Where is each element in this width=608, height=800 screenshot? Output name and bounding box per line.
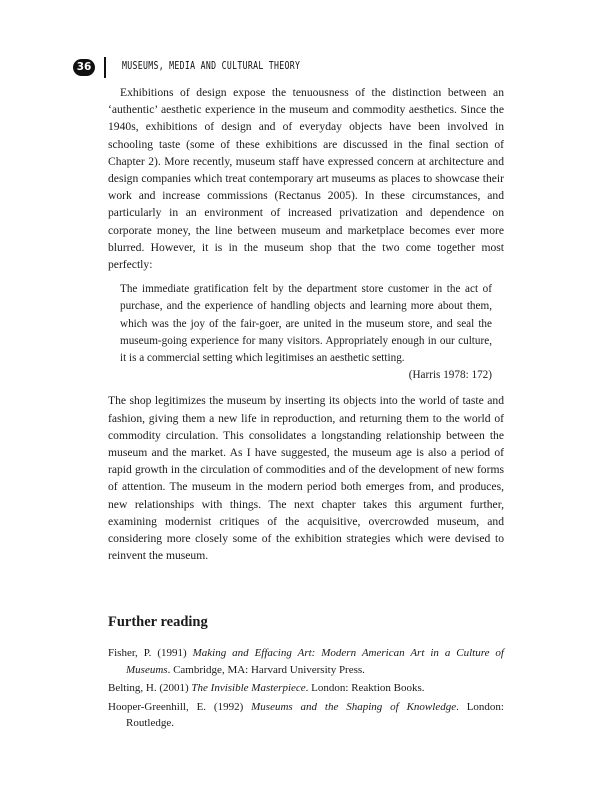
reference-item [108,680,504,697]
quote-citation: (Harris 1978: 172) [408,369,492,382]
reference-title: Making and Effacing Art: Modern American Art in a Culture of Museums [126,647,504,676]
block-quote [120,281,492,384]
reference-title: Museums and the Shaping of Knowledge [251,700,457,713]
reference-author-year: Fisher, P. (1991) [108,647,193,660]
reference-publisher: . London: Routledge. [126,700,504,730]
page-header [73,57,513,79]
reference-title: The Invisible Masterpiece [191,682,306,695]
running-head: MUSEUMS, MEDIA AND CULTURAL THEORY [122,60,301,72]
quote-text: The immediate gratification felt by the department store customer in the act of purchase, and the experience of handling objects and learning more about them, which was the joy of the fair-goer, are united in the museum store, and seal the museum-going experience for many visitors. Appropriately enough in our culture, it is a commercial setting which legitimises an aesthetic setting. [120,283,492,365]
page-number-badge: 36 [73,59,95,76]
section-heading: Further reading [108,614,208,631]
reference-author-year: Hooper-Greenhill, E. (1992) [108,700,252,713]
reference-item [108,645,504,678]
reference-publisher: . London: Reaktion Books. [305,682,425,695]
reference-publisher: . Cambridge, MA: Harvard University Press. [167,663,365,676]
header-divider [104,57,106,78]
reference-list [108,645,504,732]
reference-item [108,699,504,732]
paragraph: The shop legitimizes the museum by inserting its objects into the world of taste and fashion, giving them a new life in reproduction, and returning them to the world of commodity circulation. This consolidates a longstanding relationship between the museum and the market. As I have suggested, the museum age is also a period of rapid growth in the circulation of commodities and of the development of new forms of attention. The museum in the modern period both emerges from, and produces, new relationships with things. The next chapter takes this argument further, examining modernist critiques of the acquisitive, overcrowded museum, and considering more closely some of the exhibition strategies which were devised to reinvent the museum. [108,394,504,563]
main-text [108,84,504,734]
reference-author-year: Belting, H. (2001) [108,682,192,695]
paragraph: Exhibitions of design expose the tenuousness of the distinction between an ‘authentic’ aesthetic experience in the museum and commodity aesthetics. Since the 1940s, exhibitions of design and of everyday objects have been involved in schooling taste (some of these exhibitions are discussed in the final section of Chapter 2). More recently, museum staff have expressed concern at architecture and design companies which treat contemporary art museums as places to showcase their work and increase commissions (Rectanus 2005). In these circumstances, and particularly in an environment of increased privatization and dependence on corporate money, the line between museum and marketplace becomes ever more blurred. However, it is in the museum shop that the two come together most perfectly: [108,86,504,272]
